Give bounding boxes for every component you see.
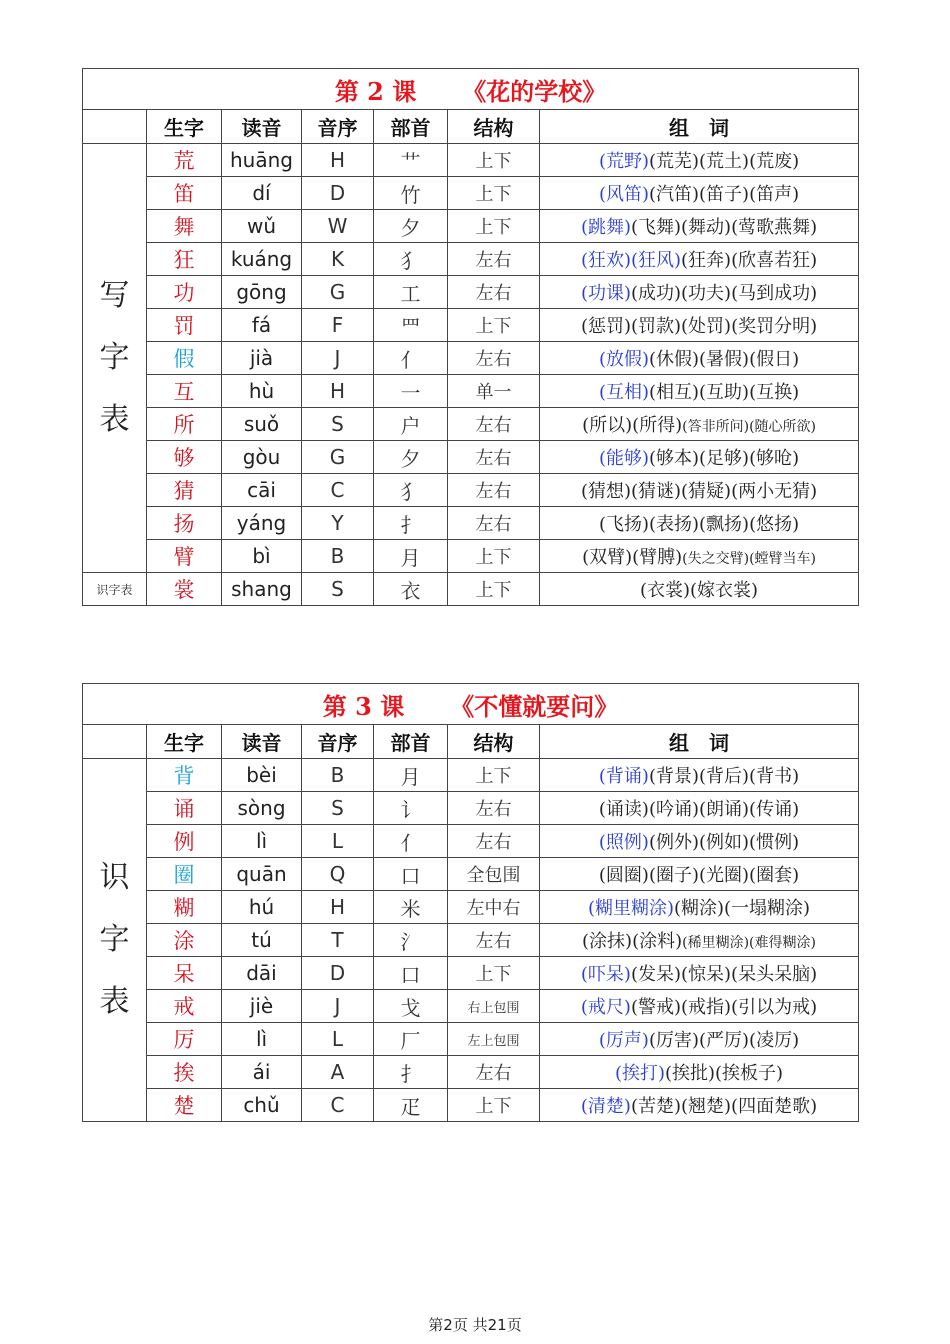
zuci-word: (警戒)(戒指)(引以为戒): [630, 997, 818, 1018]
zuci-word: (苦楚)(翘楚)(四面楚歌): [630, 1096, 818, 1117]
zuci-cell: [540, 342, 859, 375]
zuci-cell: [540, 1023, 859, 1056]
hanzi-cell: 狂: [147, 243, 222, 276]
header-blank: [83, 725, 147, 759]
table-row: [83, 924, 859, 957]
side-label: [83, 144, 147, 573]
bushou-cell: 犭: [374, 243, 448, 276]
header-yinxu: 音序: [302, 110, 374, 144]
bushou-cell: 艹: [374, 144, 448, 177]
lesson-2-table: [82, 68, 859, 606]
table-row: [83, 573, 859, 606]
jiegou-cell: 左右: [448, 342, 540, 375]
hanzi-cell: 互: [147, 375, 222, 408]
zuci-word: (清楚): [580, 1096, 631, 1117]
yinxu-cell: H: [302, 375, 374, 408]
bushou-cell: 米: [374, 891, 448, 924]
zuci-cell: [540, 243, 859, 276]
pinyin-cell: jià: [222, 342, 302, 375]
jiegou-cell: 上下: [448, 309, 540, 342]
jiegou-cell: 左右: [448, 474, 540, 507]
pinyin-cell: gōng: [222, 276, 302, 309]
table-row: [83, 540, 859, 573]
zuci-cell: [540, 375, 859, 408]
zuci-cell: [540, 474, 859, 507]
hanzi-cell: 戒: [147, 990, 222, 1023]
hanzi-cell: 所: [147, 408, 222, 441]
header-blank: [83, 110, 147, 144]
bushou-cell: 夕: [374, 210, 448, 243]
yinxu-cell: K: [302, 243, 374, 276]
jiegou-cell: 左右: [448, 792, 540, 825]
pinyin-cell: gòu: [222, 441, 302, 474]
bushou-cell: 讠: [374, 792, 448, 825]
table-row: [83, 144, 859, 177]
jiegou-cell: 左右: [448, 1056, 540, 1089]
pinyin-cell: lì: [222, 825, 302, 858]
bushou-cell: 衣: [374, 573, 448, 606]
zuci-word: (挨打): [614, 1063, 665, 1084]
bushou-cell: 一: [374, 375, 448, 408]
jiegou-cell: 上下: [448, 957, 540, 990]
table-row: [83, 276, 859, 309]
zuci-word: (够本)(足够)(够呛): [648, 448, 800, 469]
jiegou-cell: 右上包围: [448, 990, 540, 1023]
hanzi-cell: 背: [147, 759, 222, 792]
zuci-word: (例外)(例如)(惯例): [648, 832, 800, 853]
pinyin-cell: fá: [222, 309, 302, 342]
pinyin-cell: yáng: [222, 507, 302, 540]
jiegou-cell: 左右: [448, 924, 540, 957]
yinxu-cell: L: [302, 825, 374, 858]
pinyin-cell: bèi: [222, 759, 302, 792]
hanzi-cell: 笛: [147, 177, 222, 210]
header-zuci: 组 词: [540, 110, 859, 144]
lesson-name: 《花的学校》: [462, 76, 607, 106]
zuci-word: (失之交臂)(螳臂当车): [682, 551, 817, 567]
jiegou-cell: 左中右: [448, 891, 540, 924]
bushou-cell: 扌: [374, 1056, 448, 1089]
table-row: [83, 507, 859, 540]
pinyin-cell: sòng: [222, 792, 302, 825]
zuci-cell: [540, 441, 859, 474]
side-label-char: 字: [99, 922, 130, 957]
header-bushou: 部首: [374, 110, 448, 144]
yinxu-cell: G: [302, 441, 374, 474]
zuci-word: (发呆)(惊呆)(呆头呆脑): [630, 964, 818, 985]
yinxu-cell: C: [302, 474, 374, 507]
yinxu-cell: A: [302, 1056, 374, 1089]
zuci-cell: [540, 210, 859, 243]
zuci-word: (荒野): [598, 151, 649, 172]
bushou-cell: 竹: [374, 177, 448, 210]
hanzi-cell: 糊: [147, 891, 222, 924]
side-label-char: 表: [99, 402, 130, 437]
yinxu-cell: J: [302, 342, 374, 375]
hanzi-cell: 扬: [147, 507, 222, 540]
zuci-word: (照例): [598, 832, 649, 853]
bushou-cell: 扌: [374, 507, 448, 540]
jiegou-cell: 左上包围: [448, 1023, 540, 1056]
lesson-name: 《不懂就要问》: [450, 691, 619, 721]
zuci-word: (风笛): [598, 184, 649, 205]
jiegou-cell: 上下: [448, 573, 540, 606]
table-row: [83, 891, 859, 924]
zuci-word: (厉害)(严厉)(凌厉): [648, 1030, 800, 1051]
table-row: [83, 957, 859, 990]
page-footer: 第2页 共21页: [428, 1316, 522, 1334]
hanzi-cell: 厉: [147, 1023, 222, 1056]
yinxu-cell: S: [302, 573, 374, 606]
table-row: [83, 441, 859, 474]
yinxu-cell: L: [302, 1023, 374, 1056]
side-label-char: 写: [99, 278, 130, 313]
jiegou-cell: 左右: [448, 276, 540, 309]
zuci-cell: [540, 507, 859, 540]
hanzi-cell: 够: [147, 441, 222, 474]
jiegou-cell: 单一: [448, 375, 540, 408]
yinxu-cell: S: [302, 408, 374, 441]
hanzi-cell: 诵: [147, 792, 222, 825]
bushou-cell: 月: [374, 540, 448, 573]
table-row: [83, 1056, 859, 1089]
pinyin-cell: wǔ: [222, 210, 302, 243]
header-bushou: 部首: [374, 725, 448, 759]
yinxu-cell: D: [302, 957, 374, 990]
hanzi-cell: 例: [147, 825, 222, 858]
yinxu-cell: H: [302, 891, 374, 924]
table-row: [83, 792, 859, 825]
zuci-cell: [540, 924, 859, 957]
side-label: [83, 759, 147, 1122]
zuci-word: (答非所问)(随心所欲): [682, 419, 817, 435]
pinyin-cell: dāi: [222, 957, 302, 990]
header-pinyin: 读音: [222, 110, 302, 144]
hanzi-cell: 荒: [147, 144, 222, 177]
small-side-label: 识字表: [83, 573, 147, 606]
side-label-char: 字: [99, 340, 130, 375]
zuci-word: (猜想)(猜谜)(猜疑)(两小无猜): [580, 481, 818, 502]
zuci-word: (稀里糊涂)(难得糊涂): [682, 935, 816, 951]
jiegou-cell: 左右: [448, 507, 540, 540]
hanzi-cell: 罚: [147, 309, 222, 342]
jiegou-cell: 左右: [448, 825, 540, 858]
header-hanzi: 生字: [147, 110, 222, 144]
bushou-cell: 夕: [374, 441, 448, 474]
lesson-2-title: [83, 69, 859, 110]
table-row: [83, 243, 859, 276]
bushou-cell: 口: [374, 957, 448, 990]
header-pinyin: 读音: [222, 725, 302, 759]
zuci-cell: [540, 792, 859, 825]
jiegou-cell: 上下: [448, 177, 540, 210]
jiegou-cell: 左右: [448, 243, 540, 276]
pinyin-cell: tú: [222, 924, 302, 957]
zuci-cell: [540, 990, 859, 1023]
zuci-word: (相互)(互助)(互换): [648, 382, 800, 403]
table-row: [83, 990, 859, 1023]
lesson-3-table: [82, 683, 859, 1122]
jiegou-cell: 上下: [448, 210, 540, 243]
zuci-cell: [540, 1056, 859, 1089]
zuci-cell: [540, 858, 859, 891]
zuci-word: (惩罚)(罚款)(处罚)(奖罚分明): [580, 316, 818, 337]
pinyin-cell: chǔ: [222, 1089, 302, 1122]
hanzi-cell: 挨: [147, 1056, 222, 1089]
zuci-cell: [540, 309, 859, 342]
table-row: [83, 474, 859, 507]
hanzi-cell: 楚: [147, 1089, 222, 1122]
jiegou-cell: 左右: [448, 441, 540, 474]
zuci-cell: [540, 408, 859, 441]
zuci-word: (跳舞): [580, 217, 631, 238]
zuci-word: (荒芜)(荒土)(荒废): [648, 151, 800, 172]
yinxu-cell: B: [302, 759, 374, 792]
yinxu-cell: W: [302, 210, 374, 243]
yinxu-cell: Q: [302, 858, 374, 891]
zuci-word: (吓呆): [580, 964, 631, 985]
zuci-cell: [540, 957, 859, 990]
pinyin-cell: jiè: [222, 990, 302, 1023]
yinxu-cell: B: [302, 540, 374, 573]
zuci-word: (狂欢)(狂风): [580, 250, 682, 271]
bushou-cell: 戈: [374, 990, 448, 1023]
pinyin-cell: quān: [222, 858, 302, 891]
table-row: [83, 177, 859, 210]
pinyin-cell: huāng: [222, 144, 302, 177]
table-row: [83, 309, 859, 342]
zuci-word: (涂抹)(涂料): [582, 931, 683, 952]
header-yinxu: 音序: [302, 725, 374, 759]
hanzi-cell: 猜: [147, 474, 222, 507]
pinyin-cell: hù: [222, 375, 302, 408]
zuci-cell: [540, 276, 859, 309]
yinxu-cell: J: [302, 990, 374, 1023]
yinxu-cell: F: [302, 309, 374, 342]
zuci-word: (功课): [580, 283, 631, 304]
pinyin-cell: dí: [222, 177, 302, 210]
bushou-cell: 工: [374, 276, 448, 309]
zuci-cell: [540, 1089, 859, 1122]
zuci-word: (成功)(功夫)(马到成功): [630, 283, 818, 304]
hanzi-cell: 臂: [147, 540, 222, 573]
bushou-cell: 月: [374, 759, 448, 792]
bushou-cell: 厂: [374, 1023, 448, 1056]
zuci-word: (飞扬)(表扬)(飘扬)(悠扬): [598, 514, 800, 535]
zuci-word: (放假): [598, 349, 649, 370]
zuci-cell: [540, 144, 859, 177]
zuci-word: (能够): [598, 448, 649, 469]
zuci-word: (圆圈)(圈子)(光圈)(圈套): [598, 865, 800, 886]
jiegou-cell: 上下: [448, 144, 540, 177]
yinxu-cell: D: [302, 177, 374, 210]
hanzi-cell: 舞: [147, 210, 222, 243]
jiegou-cell: 上下: [448, 540, 540, 573]
lesson-number: 第 2 课: [334, 76, 417, 106]
side-label-char: 识: [99, 860, 130, 895]
zuci-cell: [540, 540, 859, 573]
header-zuci: 组 词: [540, 725, 859, 759]
zuci-word: (挨批)(挨板子): [664, 1063, 784, 1084]
lesson-number: 第 3 课: [322, 691, 405, 721]
pinyin-cell: lì: [222, 1023, 302, 1056]
yinxu-cell: G: [302, 276, 374, 309]
yinxu-cell: C: [302, 1089, 374, 1122]
table-row: [83, 210, 859, 243]
zuci-word: (狂奔)(欣喜若狂): [681, 250, 818, 271]
table-row: [83, 342, 859, 375]
pinyin-cell: suǒ: [222, 408, 302, 441]
hanzi-cell: 呆: [147, 957, 222, 990]
lesson-3-title: [83, 684, 859, 725]
jiegou-cell: 左右: [448, 408, 540, 441]
hanzi-cell: 功: [147, 276, 222, 309]
zuci-word: (互相): [598, 382, 649, 403]
zuci-cell: [540, 825, 859, 858]
pinyin-cell: cāi: [222, 474, 302, 507]
yinxu-cell: S: [302, 792, 374, 825]
zuci-word: (诵读)(吟诵)(朗诵)(传诵): [598, 799, 800, 820]
pinyin-cell: hú: [222, 891, 302, 924]
zuci-word: (双臂)(臂膊): [582, 547, 683, 568]
zuci-word: (背诵): [598, 766, 649, 787]
pinyin-cell: ái: [222, 1056, 302, 1089]
yinxu-cell: Y: [302, 507, 374, 540]
zuci-cell: (衣裳)(嫁衣裳): [540, 573, 859, 606]
jiegou-cell: 上下: [448, 759, 540, 792]
table-row: [83, 825, 859, 858]
zuci-word: (所以)(所得): [582, 415, 683, 436]
yinxu-cell: H: [302, 144, 374, 177]
pinyin-cell: kuáng: [222, 243, 302, 276]
header-jiegou: 结构: [448, 110, 540, 144]
bushou-cell: 罒: [374, 309, 448, 342]
zuci-word: (戒尺): [580, 997, 631, 1018]
table-row: [83, 408, 859, 441]
header-hanzi: 生字: [147, 725, 222, 759]
bushou-cell: 氵: [374, 924, 448, 957]
jiegou-cell: 全包围: [448, 858, 540, 891]
zuci-word: (汽笛)(笛子)(笛声): [648, 184, 800, 205]
pinyin-cell: shang: [222, 573, 302, 606]
hanzi-cell: 裳: [147, 573, 222, 606]
header-jiegou: 结构: [448, 725, 540, 759]
hanzi-cell: 圈: [147, 858, 222, 891]
bushou-cell: 亻: [374, 825, 448, 858]
hanzi-cell: 涂: [147, 924, 222, 957]
yinxu-cell: T: [302, 924, 374, 957]
jiegou-cell: 上下: [448, 1089, 540, 1122]
table-row: [83, 1023, 859, 1056]
bushou-cell: 户: [374, 408, 448, 441]
table-row: [83, 759, 859, 792]
bushou-cell: 口: [374, 858, 448, 891]
bushou-cell: 犭: [374, 474, 448, 507]
table-row: [83, 375, 859, 408]
zuci-cell: [540, 177, 859, 210]
pinyin-cell: bì: [222, 540, 302, 573]
bushou-cell: 亻: [374, 342, 448, 375]
zuci-word: (糊里糊涂): [587, 898, 674, 919]
zuci-word: (糊涂)(一塌糊涂): [673, 898, 811, 919]
zuci-cell: [540, 891, 859, 924]
zuci-word: (休假)(暑假)(假日): [648, 349, 800, 370]
side-label-char: 表: [99, 984, 130, 1019]
hanzi-cell: 假: [147, 342, 222, 375]
zuci-cell: [540, 759, 859, 792]
zuci-word: (飞舞)(舞动)(莺歌燕舞): [630, 217, 818, 238]
zuci-word: (背景)(背后)(背书): [648, 766, 800, 787]
table-row: [83, 858, 859, 891]
bushou-cell: 疋: [374, 1089, 448, 1122]
table-row: [83, 1089, 859, 1122]
zuci-word: (厉声): [598, 1030, 649, 1051]
